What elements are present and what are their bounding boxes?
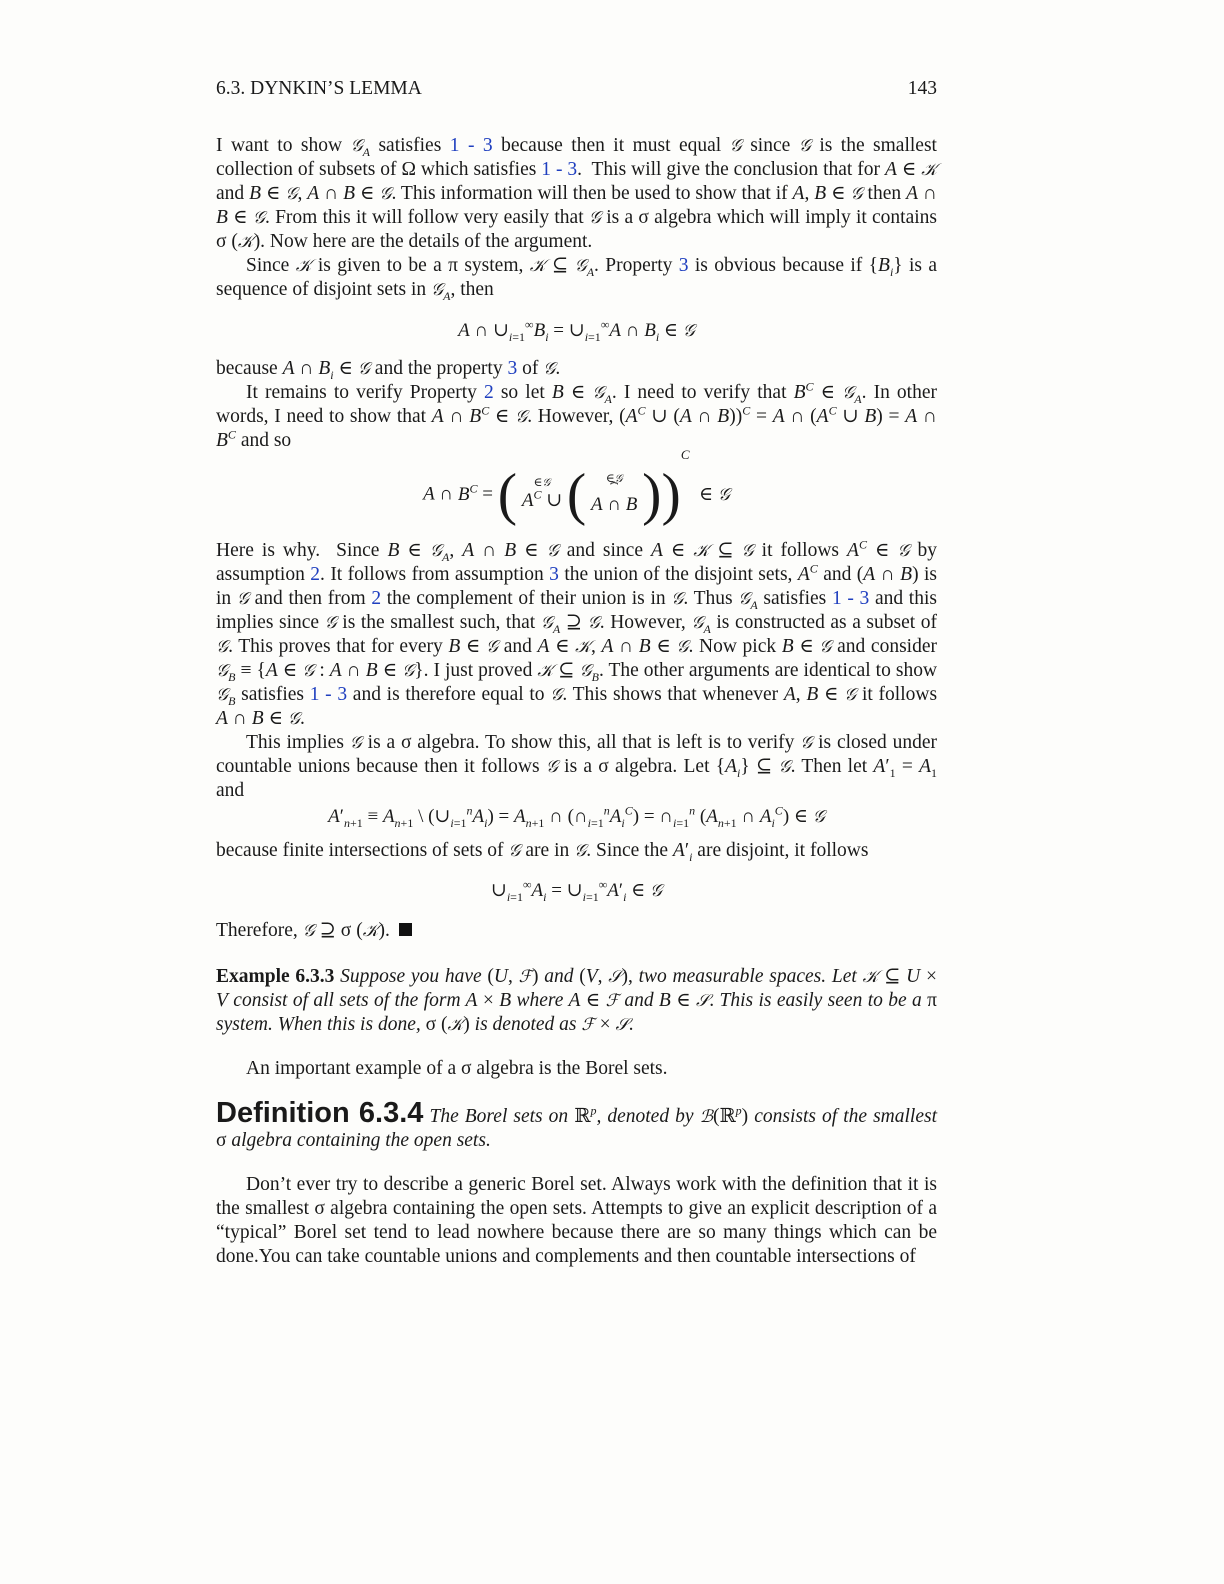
ref-link[interactable]: 2 xyxy=(484,382,494,403)
page-content xyxy=(216,78,937,1269)
paragraph: because A ∩ $B_i$ ∈ 𝒢 and the property 3 of 𝒢. xyxy=(216,358,561,382)
definition-block: Definition 6.3.4 The Borel sets on ℝ$^p$, denoted by ℬ(ℝ$^p$) consists of the smallest σ algebra containing the open sets. xyxy=(216,1097,937,1151)
paragraph: I want to show 𝒢$_A$ satisfies 1 - 3 because then it must equal 𝒢 since 𝒢 is the smallest collection of subsets of Ω which satisfies 1 - 3. This will give the conclusion that for A ∈ 𝒦 and B ∈ 𝒢, A ∩ B ∈ 𝒢. This information will then be used to show that if A, B ∈ 𝒢 then A ∩ B ∈ 𝒢. From this it will follow very easily that 𝒢 is a σ algebra which will imply it contains σ (𝒦). Now here are the details of the argument. xyxy=(216,135,938,252)
section-title: 6.3. DYNKIN’S LEMMA xyxy=(216,78,422,99)
paragraph: It remains to verify Property 2 so let B ∈ 𝒢$_A$. I need to verify that $B^C$ ∈ 𝒢$_A$. In other words, I need to show that A ∩ $B^C$ ∈ 𝒢. However, ($A^C$ ∪ (A ∩ B))$^C$ = A ∩ ($A^C$ ∪ B) = A ∩ $B^C$ and so xyxy=(216,379,937,451)
definition-label: Definition 6.3.4 xyxy=(216,1097,424,1129)
ref-link[interactable]: 1 - 3 xyxy=(541,159,578,180)
equation: $\cup_{i=1}^\infty A_i$ = $\cup_{i=1}^\infty A'_i$ ∈ 𝒢 xyxy=(490,877,663,904)
equation: $A'_{n+1} \equiv A_{n+1}$ \ $(\cup_{i=1}^nA_i) = A_{n+1}$ ∩ $(\cap_{i=1}^nA_i^C)$ = $\cap_{i=1}^n$ ($A_{n+1}$ ∩ $A_i^C$) ∈ 𝒢 xyxy=(328,803,825,830)
paragraph: Here is why. Since B ∈ 𝒢$_A$, A ∩ B ∈ 𝒢 and since A ∈ 𝒦 ⊆ 𝒢 it follows $A^C$ ∈ 𝒢 by assumption 2. It follows from assumption 3 the union of the disjoint sets, $A^C$ and (A ∩ B) is in 𝒢 and then from 2 the complement of their union is in 𝒢. Thus 𝒢$_A$ satisfies 1 - 3 and this implies since 𝒢 is the smallest such, that 𝒢$_A$ ⊇ 𝒢. However, 𝒢$_A$ is constructed as a subset of 𝒢. This proves that for every B ∈ 𝒢 and A ∈ 𝒦, A ∩ B ∈ 𝒢. Now pick B ∈ 𝒢 and consider 𝒢$_B$ ≡ {A ∈ 𝒢 : A ∩ B ∈ 𝒢}. I just proved 𝒦 ⊆ 𝒢$_B$. The other arguments are identical to show 𝒢$_B$ satisfies 1 - 3 and is therefore equal to 𝒢. This shows that whenever A, B ∈ 𝒢 it follows A ∩ B ∈ 𝒢. xyxy=(216,537,938,729)
ref-link[interactable]: 1 - 3 xyxy=(309,684,348,705)
example-block: Example 6.3.3 Suppose you have (U, ℱ) and (V, 𝒮), two measurable spaces. Let 𝒦 ⊆ U × V consist of all sets of the form A × B where A ∈ ℱ and B ∈ 𝒮. This is easily seen to be a π system. When this is done, σ (𝒦) is denoted as ℱ × 𝒮. xyxy=(216,966,938,1035)
equation: A ∩ $B^C$ = ( ∈𝒢 $A^C$ ∪ ( ∈𝒢 ⏞ A ∩ B ))$^C$ ∈ 𝒢 xyxy=(423,447,730,527)
example-label: Example 6.3.3 xyxy=(216,966,335,987)
closing-paragraph: An important example of a σ algebra is the Borel sets. xyxy=(246,1058,668,1079)
page-number: 143 xyxy=(907,78,937,99)
paragraph: Since 𝒦 is given to be a π system, 𝒦 ⊆ 𝒢$_A$. Property 3 is obvious because if $\{B_i\}$ is a sequence of disjoint sets in 𝒢$_A$, then xyxy=(216,255,938,303)
ref-link[interactable]: 2 xyxy=(310,564,321,585)
final-paragraph: Don’t ever try to describe a generic Borel set. Always work with the definition that it is the smallest σ algebra containing the open sets. Attempts to give an explicit description of a “typical” Borel set tend to lead nowhere because there are so many things which can be done.You can take countable unions and complements and then countable intersections of xyxy=(216,1174,937,1267)
paragraph: because finite intersections of sets of 𝒢 are in 𝒢. Since the $A'_i$ are disjoint, it follows xyxy=(216,840,869,864)
page-header xyxy=(216,78,937,102)
ref-link[interactable]: 2 xyxy=(371,588,382,609)
paragraph: This implies 𝒢 is a σ algebra. To show this, all that is left is to verify 𝒢 is closed under countable unions because then it follows 𝒢 is a σ algebra. Let $\{A_i\}$ ⊆ 𝒢. Then let $A'_1 = A_1$ and xyxy=(216,732,937,801)
ref-link[interactable]: 1 - 3 xyxy=(449,135,493,156)
ref-link[interactable]: 1 - 3 xyxy=(831,588,870,609)
ref-link[interactable]: 3 xyxy=(549,564,559,585)
equation: A ∩ $\cup_{i=1}^\infty B_i$ = $\cup_{i=1}^\infty A$ ∩ $B_i$ ∈ 𝒢 xyxy=(458,317,695,344)
qed-square xyxy=(399,923,412,936)
paragraph: Therefore, 𝒢 ⊇ σ (𝒦). xyxy=(216,919,937,943)
ref-link[interactable]: 3 xyxy=(507,358,518,379)
ref-link[interactable]: 3 xyxy=(678,255,689,276)
